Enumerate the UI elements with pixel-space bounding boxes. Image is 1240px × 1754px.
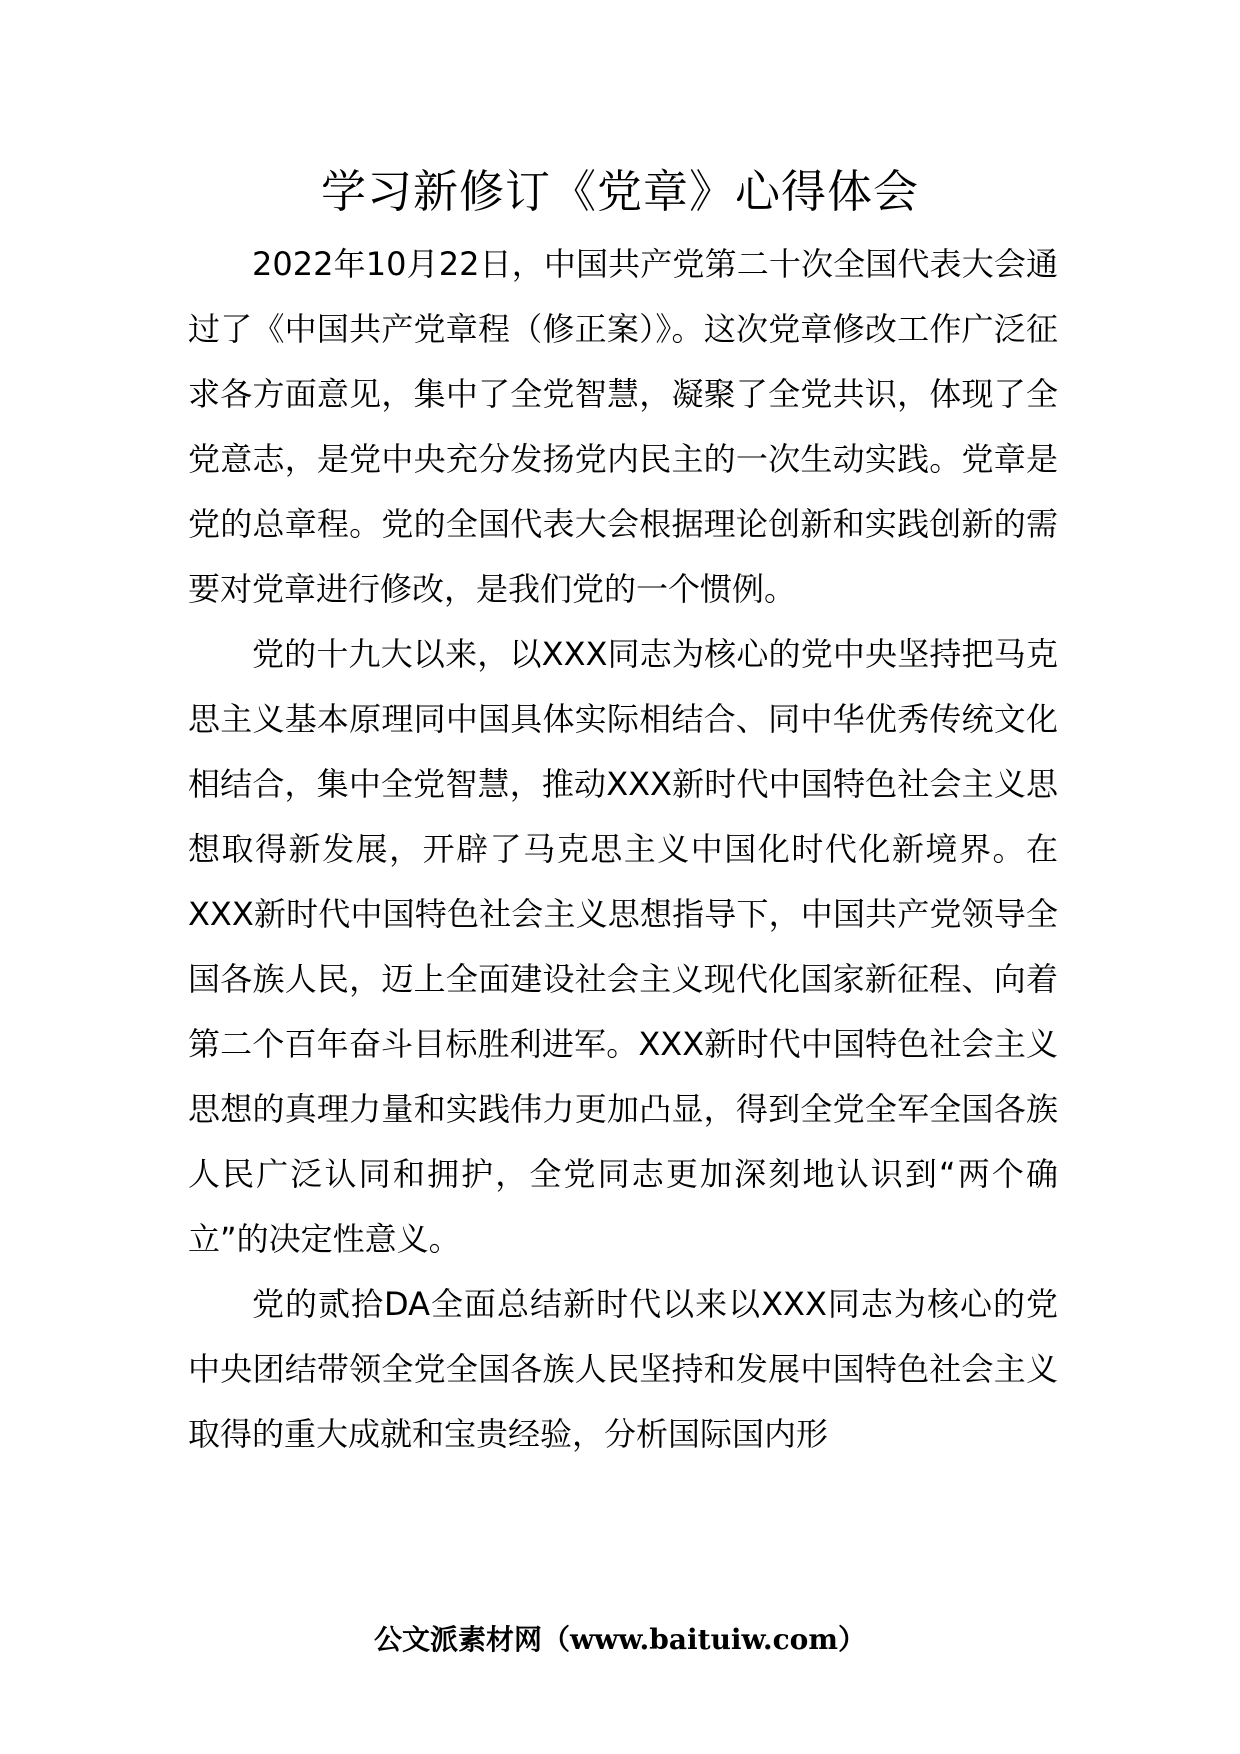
document-title: 学习新修订《党章》心得体会	[320, 165, 919, 218]
paragraph-2: 党的十九大以来，以XXX同志为核心的党中央坚持把马克思主义基本原理同中国具体实际相结合、同中华优秀传统文化相结合，集中全党智慧，推动XXX新时代中国特色社会主义思想取得新发展，开辟了马克思主义中国化时代化新境界。在XXX新时代中国特色社会主义思想指导下，中国共产党领导全国各族人民，迈上全面建设社会主义现代化国家新征程、向着第二个百年奋斗目标胜利进军。XXX新时代中国特色社会主义思想的真理力量和实践伟力更加凸显，得到全党全军全国各族人民广泛认同和拥护，全党同志更加深刻地认识到“两个确立”的决定性意义。	[188, 635, 1058, 1258]
paragraph-3: 党的贰拾DA全面总结新时代以来以XXX同志为核心的党中央团结带领全党全国各族人民坚持和发展中国特色社会主义取得的重大成就和宝贵经验，分析国际国内形	[188, 1285, 1058, 1453]
paragraph-1: 2022年10月22日，中国共产党第二十次全国代表大会通过了《中国共产党章程（修正案）》。这次党章修改工作广泛征求各方面意见，集中了全党智慧，凝聚了全党共识，体现了全党意志，是党中央充分发扬党内民主的一次生动实践。党章是党的总章程。党的全国代表大会根据理论创新和实践创新的需要对党章进行修改，是我们党的一个惯例。	[188, 245, 1058, 608]
page-footer-watermark: 公文派素材网（www.baituiw.com）	[374, 1623, 866, 1656]
document-body	[188, 232, 1058, 1467]
